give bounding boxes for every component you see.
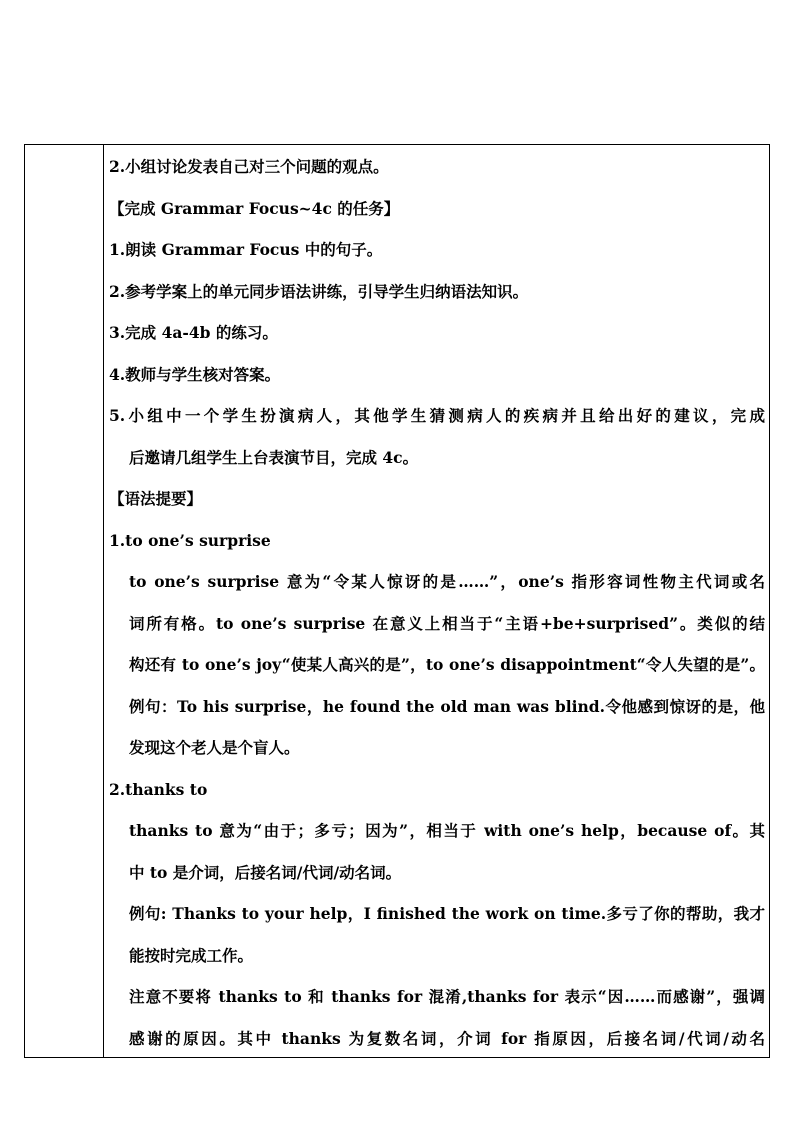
text-line: 【语法提要】 <box>109 489 203 508</box>
text-line: 例句: Thanks to your help，I finished the work on time.多亏了你的帮助，我才 <box>129 904 765 923</box>
text-line: 词所有格。to one’s surprise 在意义上相当于“主语+be+surprised”。类似的结 <box>129 614 765 633</box>
text-line: 能按时完成工作。 <box>129 946 254 965</box>
text-line: 感谢的原因。其中 thanks 为复数名词，介词 for 指原因，后接名词/代词/动名 <box>129 1029 765 1048</box>
text-line: 4.教师与学生核对答案。 <box>109 365 281 384</box>
text-line: 1.朗读 Grammar Focus 中的句子。 <box>109 240 383 259</box>
text-line: 例句：To his surprise，he found the old man was blind.令他感到惊讶的是，他 <box>129 697 765 716</box>
text-line: 中 to 是介词，后接名词/代词/动名词。 <box>129 863 402 882</box>
text-line: thanks to 意为“由于；多亏；因为”，相当于 with one’s help，because of。其 <box>129 821 765 840</box>
text-line: 构还有 to one’s joy“使某人高兴的是”，to one’s disappointment“令人失望的是”。 <box>129 655 765 674</box>
text-line: 3.完成 4a-4b 的练习。 <box>109 323 278 342</box>
text-line: 5.小组中一个学生扮演病人，其他学生猜测病人的疾病并且给出好的建议，完成 <box>109 406 765 425</box>
text-line: 后邀请几组学生上台表演节目，完成 4c。 <box>129 448 419 467</box>
text-line: 2.小组讨论发表自己对三个问题的观点。 <box>109 157 389 176</box>
text-line: to one’s surprise 意为“令某人惊讶的是……”，one’s 指形容词性物主代词或名 <box>129 572 765 591</box>
lesson-table <box>24 144 770 1058</box>
text-line: 注意不要将 thanks to 和 thanks for 混淆,thanks for 表示“因……而感谢”，强调 <box>129 987 765 1006</box>
text-line: 【完成 Grammar Focus~4c 的任务】 <box>109 199 400 218</box>
text-line: 2.thanks to <box>109 780 208 799</box>
column-divider <box>103 145 104 1057</box>
text-line: 1.to one’s surprise <box>109 531 271 550</box>
text-line: 发现这个老人是个盲人。 <box>129 738 300 757</box>
text-line: 2.参考学案上的单元同步语法讲练，引导学生归纳语法知识。 <box>109 282 529 301</box>
